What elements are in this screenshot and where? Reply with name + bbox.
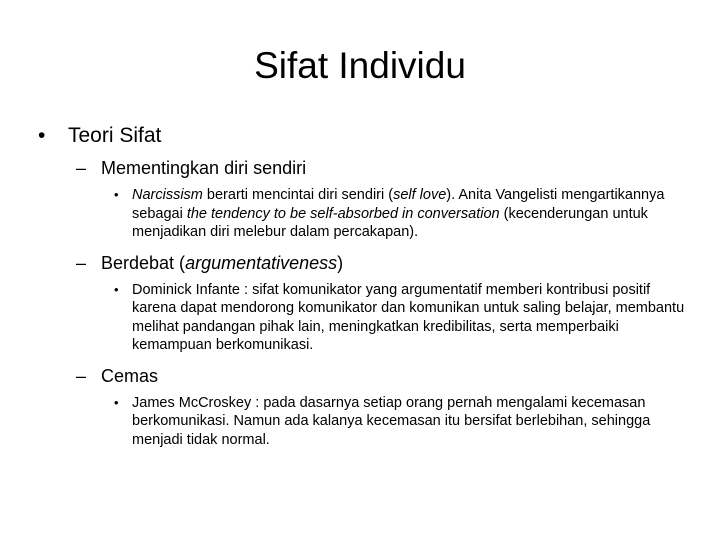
detail-narcissism (112, 186, 692, 242)
bullet-dot-icon: • (114, 187, 119, 202)
term-self-love: self love (393, 187, 447, 203)
bullet-dot-icon: • (38, 124, 46, 147)
sub-bullet-text: Cemas (101, 365, 159, 386)
sub-bullet-text: ) (337, 252, 344, 273)
slide-content (36, 122, 696, 458)
detail-text: berarti mencintai diri sendiri ( (202, 187, 394, 203)
term-narcissism: Narcissism (132, 187, 203, 203)
detail-text: Dominick Infante : sifat komunikator yang argumentatif memberi kontribusi positif karena dapat mendorong komunikator dan komunikan untuk saling belajar, membantu melihat pandangan pihak lain, meningkatkan kredibilitas, serta memperbaiki kemampuan berkomunikasi. (132, 281, 685, 353)
sub-bullet-text: Mementingkan diri sendiri (101, 158, 307, 178)
detail-text: ). Anita Vangelisti mengartikannya sebagai (132, 187, 665, 222)
bullet-text: Teori Sifat (68, 124, 162, 147)
bullet-teori-sifat (36, 122, 696, 150)
detail-infante (112, 281, 692, 355)
sub-bullet-mementingkan (76, 156, 696, 180)
sub-bullet-berdebat (76, 251, 696, 275)
dash-icon: – (76, 158, 87, 178)
detail-text: (kecenderungan untuk menjadikan diri melebur dalam percakapan). (132, 205, 648, 240)
detail-mccroskey (112, 394, 692, 450)
term-argumentativeness: argumentativeness (185, 252, 338, 273)
term-tendency: the tendency to be self-absorbed in conversation (186, 205, 500, 222)
bullet-dot-icon: • (114, 281, 119, 297)
sub-bullet-text: Berdebat ( (101, 252, 186, 273)
sub-bullet-cemas (76, 364, 696, 388)
dash-icon: – (76, 365, 87, 386)
slide-title: Sifat Individu (254, 45, 466, 86)
dash-icon: – (76, 252, 87, 273)
detail-text: James McCroskey : pada dasarnya setiap orang pernah mengalami kecemasan berkomunikasi. Namun ada kalanya kecemasan itu bersifat berlebihan, sehingga menjadi tidak normal. (132, 394, 651, 448)
bullet-dot-icon: • (114, 394, 119, 410)
